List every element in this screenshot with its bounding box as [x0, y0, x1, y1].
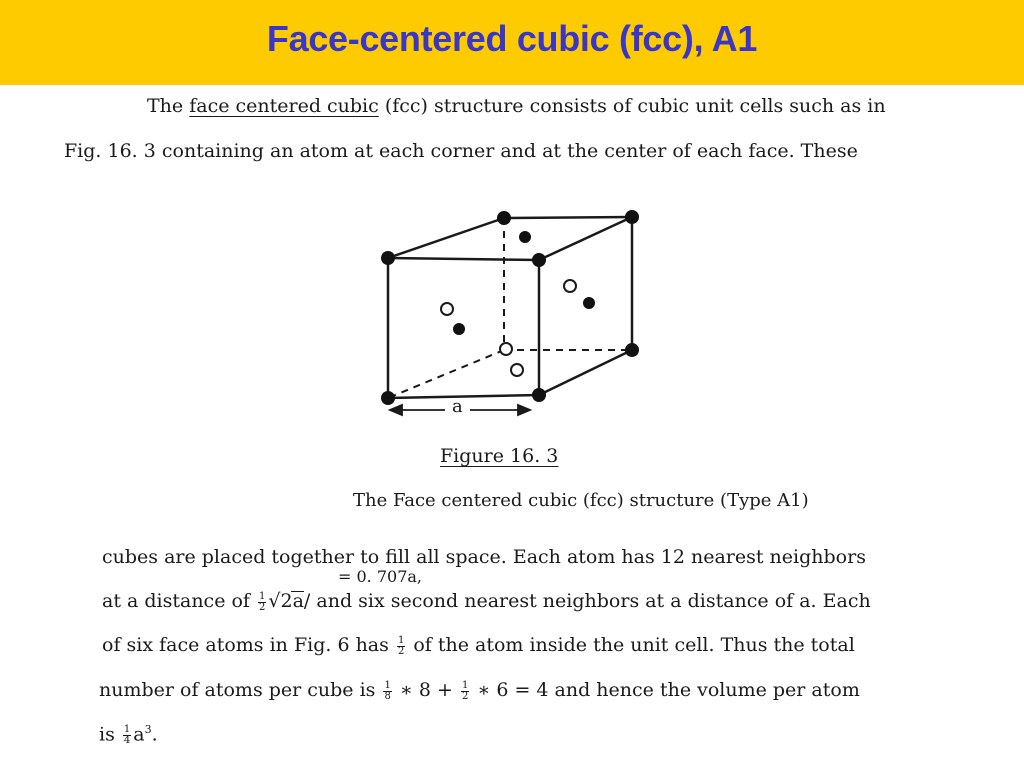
hidden-corner-atom — [500, 343, 512, 355]
cube-edge — [539, 217, 632, 260]
fraction-quarter: $\frac{1}{4}$ — [123, 723, 131, 746]
corner-atom — [532, 253, 546, 267]
body-line-4-end: ∗ 6 = 4 and hence the volume per atom — [477, 679, 860, 701]
cube-edge — [388, 395, 539, 398]
face-center-atom — [519, 231, 531, 243]
hidden-face-atom — [564, 280, 576, 292]
term-face-centered-cubic: face centered cubic — [189, 95, 379, 117]
body-line-4-start: number of atoms per cube is — [99, 679, 376, 701]
corner-atom — [532, 388, 546, 402]
fraction-half: $\frac{1}{2}$ — [259, 590, 266, 613]
cube-edge — [504, 217, 632, 218]
body-line-2: at a distance of $\frac{1}{2}$ √2a/ and six second nearest neighbors at a distance of a. Each — [102, 590, 871, 613]
cube-exponent: 3 — [144, 723, 152, 736]
hidden-face-atom — [441, 303, 453, 315]
hidden-edge — [388, 350, 504, 398]
corner-atom — [497, 211, 511, 225]
fraction-half: $\frac{1}{2}$ — [461, 679, 469, 702]
arrow-head — [518, 405, 530, 415]
body-line-5-start: is — [99, 723, 115, 746]
cube-edge — [539, 350, 632, 395]
distance-note: = 0. 707a, — [338, 567, 423, 586]
body-line-4-mid: ∗ 8 + — [399, 679, 453, 701]
sqrt-sign: √ — [268, 590, 281, 612]
figure-caption: Figure 16. 3 — [440, 445, 559, 467]
body-line-4 — [99, 679, 860, 702]
corner-atom — [381, 391, 395, 405]
hidden-face-atom — [511, 364, 523, 376]
intro-line-2: Fig. 16. 3 containing an atom at each corner and at the center of each face. These — [64, 140, 858, 162]
face-center-atom — [453, 323, 465, 335]
volume-symbol: a — [133, 723, 145, 746]
intro-rest: (fcc) structure consists of cubic unit cells such as in — [384, 95, 886, 117]
body-line-2-start: at a distance of — [102, 590, 250, 612]
body-line-2-end: and six second nearest neighbors at a distance of a. Each — [316, 590, 871, 612]
period: . — [151, 723, 158, 746]
cube-edge — [388, 218, 504, 258]
cube-edge — [388, 258, 539, 260]
intro-the: The — [147, 95, 184, 117]
body-line-1: cubes are placed together to fill all space. Each atom has 12 nearest neighbors — [102, 546, 866, 568]
fraction-half: $\frac{1}{2}$ — [397, 634, 405, 657]
figure-subtitle: The Face centered cubic (fcc) structure (Type A1) — [353, 490, 809, 511]
body-line-3-start: of six face atoms in Fig. 6 has — [102, 634, 389, 656]
corner-atom — [381, 251, 395, 265]
sqrt-argument: 2a — [280, 590, 304, 612]
corner-atom — [625, 343, 639, 357]
face-center-atom — [583, 297, 595, 309]
dimension-label: a — [452, 396, 463, 417]
body-line-3 — [102, 634, 855, 657]
body-line-5 — [99, 723, 158, 746]
fraction-eighth: $\frac{1}{8}$ — [384, 679, 391, 702]
corner-atom — [625, 210, 639, 224]
body-line-3-end: of the atom inside the unit cell. Thus the total — [413, 634, 855, 656]
slide-title: Face-centered cubic (fcc), A1 — [266, 18, 758, 59]
arrow-head — [390, 405, 402, 415]
